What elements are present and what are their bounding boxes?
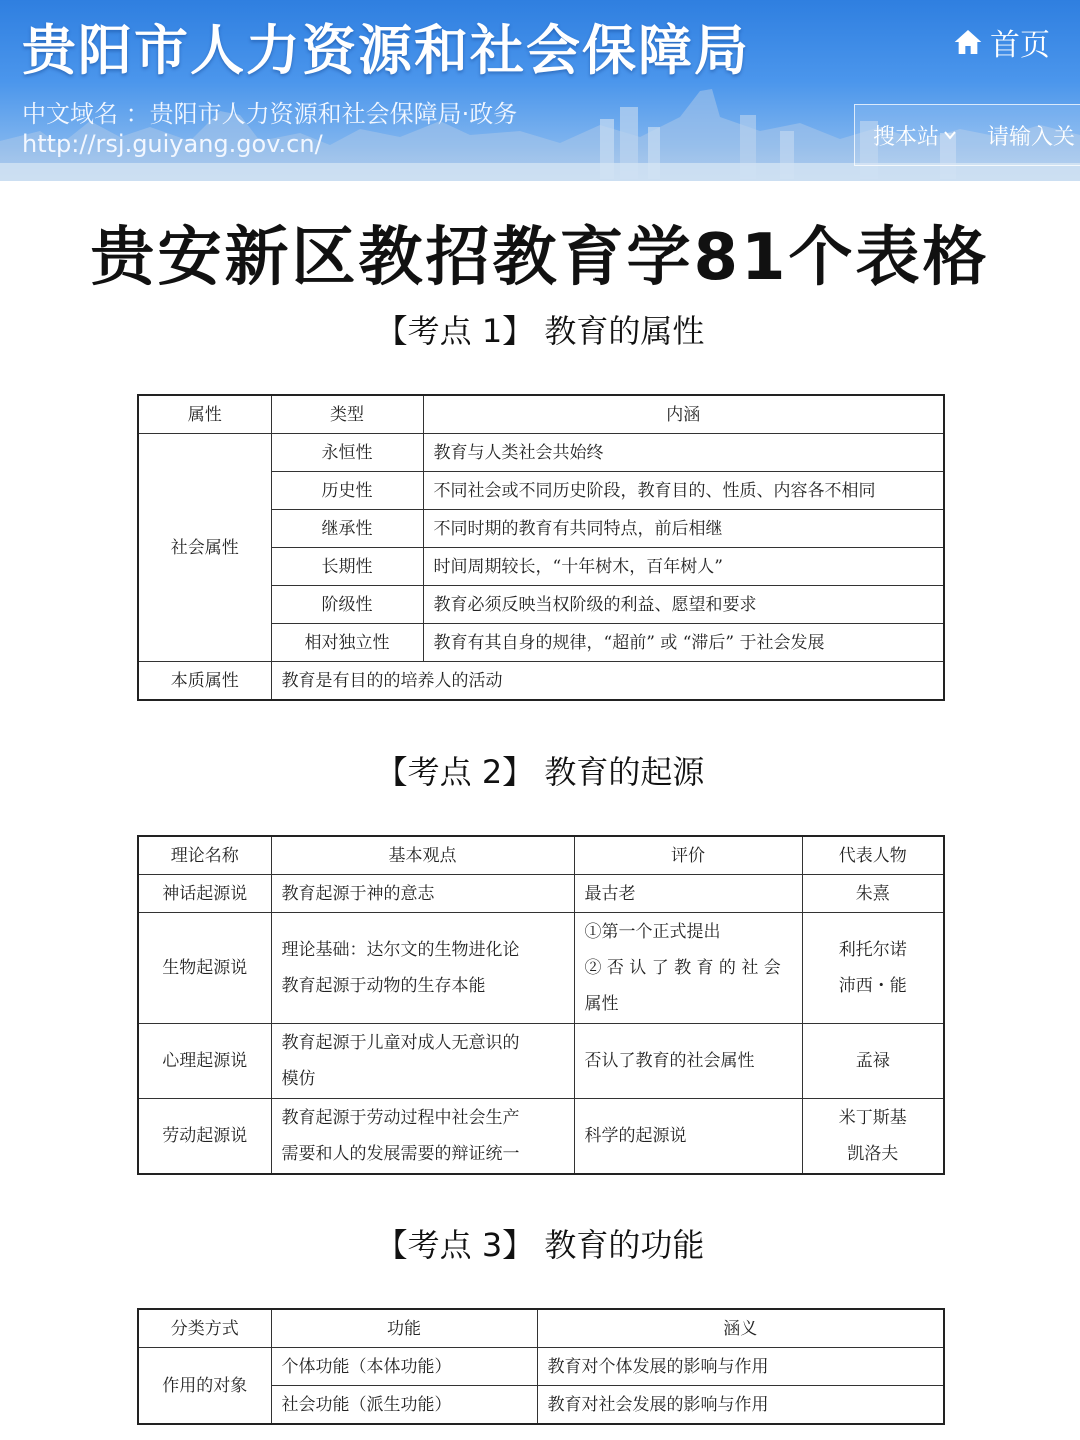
section-3-heading: 【考点 3】 教育的功能 [375, 1226, 705, 1264]
site-header-banner [0, 0, 1080, 181]
type-cell: 长期性 [271, 548, 423, 586]
home-link-label: 首页 [990, 28, 1050, 63]
table-header-row [138, 1309, 944, 1348]
cell-line: 朱熹 [855, 883, 890, 904]
view-cell [271, 1024, 574, 1099]
theory-name-cell: 神话起源说 [138, 875, 271, 913]
column-header: 属性 [138, 395, 271, 434]
table-row [138, 662, 944, 701]
column-header: 内涵 [423, 395, 944, 434]
cell-line: 模仿 [281, 1069, 316, 1089]
cell-line: 教育起源于儿童对成人无意识的 [281, 1033, 520, 1053]
table-row [138, 875, 944, 913]
evaluation-cell [574, 1024, 802, 1099]
site-search [854, 104, 1080, 166]
type-cell: 继承性 [271, 510, 423, 548]
function-cell: 社会功能（派生功能） [271, 1386, 537, 1425]
view-cell [271, 913, 574, 1024]
table-row [138, 913, 944, 1024]
search-scope-label: 搜本站 [873, 124, 940, 150]
theory-name-cell: 生物起源说 [138, 913, 271, 1024]
cell-line: 需要和人的发展需要的辩证统一 [281, 1144, 520, 1164]
column-header: 基本观点 [271, 836, 574, 875]
cell-line: ①第一个正式提出 [584, 922, 721, 942]
table-row [138, 1099, 944, 1175]
function-cell: 个体功能（本体功能） [271, 1348, 537, 1386]
theory-name-cell: 劳动起源说 [138, 1099, 271, 1175]
view-cell [271, 1099, 574, 1175]
cell-line: 属性 [584, 994, 619, 1014]
attribute-cell: 社会属性 [138, 434, 271, 662]
cell-line: 最古老 [584, 883, 636, 904]
column-header: 评价 [574, 836, 802, 875]
theory-name-cell: 心理起源说 [138, 1024, 271, 1099]
view-cell [271, 875, 574, 913]
home-icon [952, 26, 984, 58]
column-header: 代表人物 [802, 836, 944, 875]
site-domain-label: 中文域名 ：贵阳市人力资源和社会保障局·政务 [22, 100, 518, 128]
meaning-cell: 教育对个体发展的影响与作用 [537, 1348, 944, 1386]
type-cell: 阶级性 [271, 586, 423, 624]
type-cell: 永恒性 [271, 434, 423, 472]
meaning-cell: 不同时期的教育有共同特点，前后相继 [423, 510, 944, 548]
column-header: 功能 [271, 1309, 537, 1348]
meaning-cell: 教育与人类社会共始终 [423, 434, 944, 472]
type-cell: 相对独立性 [271, 624, 423, 662]
meaning-cell: 教育是有目的的培养人的活动 [271, 662, 944, 701]
cell-line: 孟禄 [855, 1051, 890, 1071]
table-education-origin [137, 835, 945, 1175]
cell-line: 教育起源于神的意志 [281, 883, 435, 904]
evaluation-cell [574, 1099, 802, 1175]
classification-cell: 作用的对象 [138, 1348, 271, 1425]
table-education-attributes [137, 394, 945, 701]
site-url[interactable]: http://rsj.guiyang.gov.cn/ [22, 130, 323, 158]
home-link[interactable] [952, 20, 1050, 64]
meaning-cell: 教育对社会发展的影响与作用 [537, 1386, 944, 1425]
evaluation-cell [574, 913, 802, 1024]
column-header: 分类方式 [138, 1309, 271, 1348]
people-cell [802, 1024, 944, 1099]
cell-line: 科学的起源说 [584, 1126, 687, 1146]
evaluation-cell [574, 875, 802, 913]
meaning-cell: 不同社会或不同历史阶段，教育目的、性质、内容各不相同 [423, 472, 944, 510]
cell-line: 教育起源于动物的生存本能 [281, 976, 486, 996]
table-header-row [138, 836, 944, 875]
cell-line: ② 否 认 了 教 育 的 社 会 [584, 958, 781, 978]
search-scope-dropdown[interactable] [855, 120, 975, 151]
table-row [138, 1348, 944, 1386]
cell-line: 否认了教育的社会属性 [584, 1051, 755, 1071]
table-row [138, 434, 944, 472]
column-header: 类型 [271, 395, 423, 434]
cell-line: 理论基础：达尔文的生物进化论 [281, 940, 520, 960]
table-header-row [138, 395, 944, 434]
column-header: 涵义 [537, 1309, 944, 1348]
attribute-cell: 本质属性 [138, 662, 271, 701]
meaning-cell: 时间周期较长，“十年树木，百年树人” [423, 548, 944, 586]
people-cell [802, 1099, 944, 1175]
meaning-cell: 教育有其自身的规律，“超前” 或 “滞后” 于社会发展 [423, 624, 944, 662]
section-2-heading: 【考点 2】 教育的起源 [375, 753, 705, 791]
site-title: 贵阳市人力资源和社会保障局 [22, 19, 750, 82]
chevron-down-icon [943, 128, 957, 142]
section-1-heading: 【考点 1】 教育的属性 [375, 312, 705, 350]
type-cell: 历史性 [271, 472, 423, 510]
cell-line: 米丁斯基 [838, 1108, 907, 1128]
cell-line: 利托尔诺 [838, 940, 907, 960]
meaning-cell: 教育必须反映当权阶级的利益、愿望和要求 [423, 586, 944, 624]
cell-line: 凯洛夫 [847, 1144, 899, 1164]
table-education-functions [137, 1308, 945, 1425]
people-cell [802, 875, 944, 913]
cell-line: 沛西・能 [838, 976, 907, 996]
people-cell [802, 913, 944, 1024]
table-row [138, 1024, 944, 1099]
column-header: 理论名称 [138, 836, 271, 875]
search-input[interactable]: 请输入关 [987, 124, 1076, 150]
document-title: 贵安新区教招教育学81个表格 [90, 221, 990, 295]
cell-line: 教育起源于劳动过程中社会生产 [281, 1108, 520, 1128]
